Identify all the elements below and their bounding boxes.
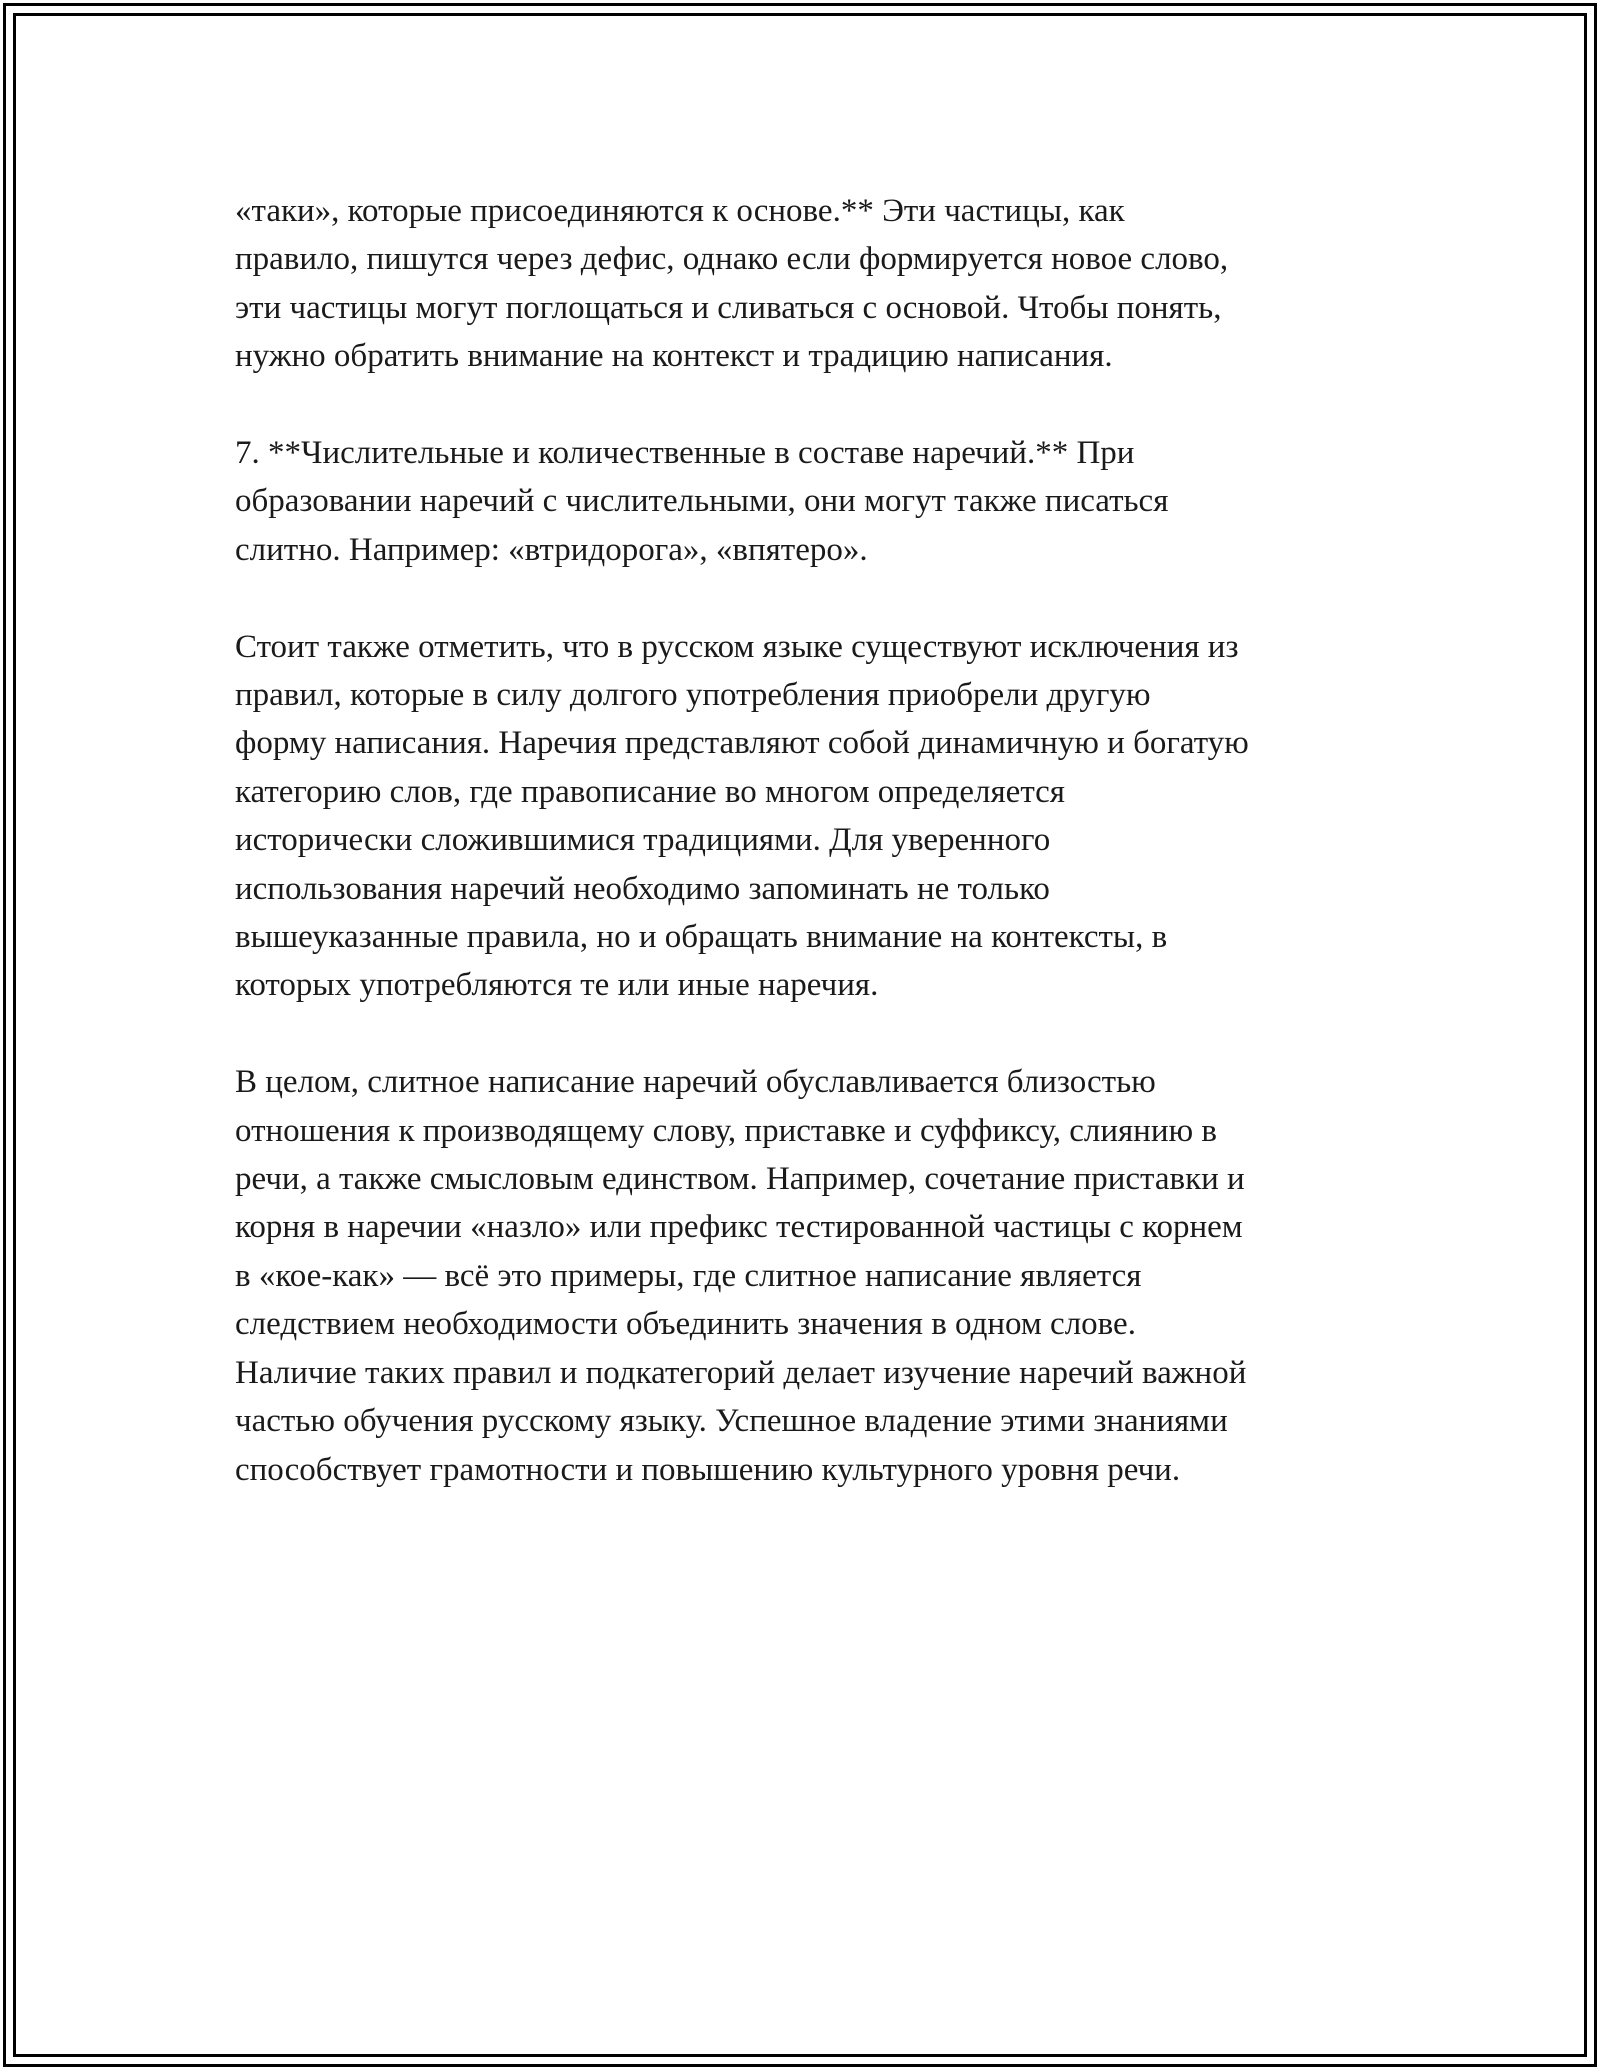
text-line: правил, которые в силу долгого употребления приобрели другую — [235, 677, 1151, 714]
text-line: в «кое-как» — всё это примеры, где слитное написание является — [235, 1257, 1142, 1294]
text-line: исторически сложившимися традициями. Для уверенного — [235, 822, 1051, 859]
text-line: вышеуказанные правила, но и обращать внимание на контексты, в — [235, 919, 1168, 956]
document-body — [235, 187, 1375, 1494]
text-line: В целом, слитное написание наречий обуславливается близостью — [235, 1064, 1156, 1101]
text-line: речи, а также смысловым единством. Например, сочетание приставки и — [235, 1161, 1245, 1198]
paragraph-exceptions — [235, 623, 1375, 1010]
text-line: Наличие таких правил и подкатегорий делает изучение наречий важной — [235, 1354, 1247, 1391]
text-line: слитно. Например: «втридорога», «впятеро». — [235, 531, 868, 568]
text-line: нужно обратить внимание на контекст и традицию написания. — [235, 338, 1113, 375]
text-line: правило, пишутся через дефис, однако если формируется новое слово, — [235, 241, 1229, 278]
paragraph-conclusion — [235, 1058, 1375, 1494]
text-line: Стоит также отметить, что в русском языке существуют исключения из — [235, 628, 1239, 665]
text-line: 7. **Числительные и количественные в составе наречий.** При — [235, 435, 1135, 472]
text-line: следствием необходимости объединить значения в одном слове. — [235, 1306, 1136, 1343]
text-line: частью обучения русскому языку. Успешное владение этими знаниями — [235, 1403, 1228, 1440]
text-line: форму написания. Наречия представляют собой динамичную и богатую — [235, 725, 1249, 762]
text-line: использования наречий необходимо запоминать не только — [235, 870, 1050, 907]
text-line: корня в наречии «назло» или префикс тестированной частицы с корнем — [235, 1209, 1243, 1246]
text-line: «таки», которые присоединяются к основе.** Эти частицы, как — [235, 193, 1125, 229]
text-line: категорию слов, где правописание во многом определяется — [235, 773, 1065, 810]
paragraph-particles — [235, 187, 1375, 381]
text-line: отношения к производящему слову, приставке и суффиксу, слиянию в — [235, 1112, 1217, 1149]
text-line: которых употребляются те или иные наречия. — [235, 967, 879, 1004]
paragraph-numerals — [235, 429, 1375, 574]
text-line: образовании наречий с числительными, они могут также писаться — [235, 483, 1169, 520]
text-line: способствует грамотности и повышению культурного уровня речи. — [235, 1451, 1181, 1488]
text-line: эти частицы могут поглощаться и сливаться с основой. Чтобы понять, — [235, 289, 1222, 326]
